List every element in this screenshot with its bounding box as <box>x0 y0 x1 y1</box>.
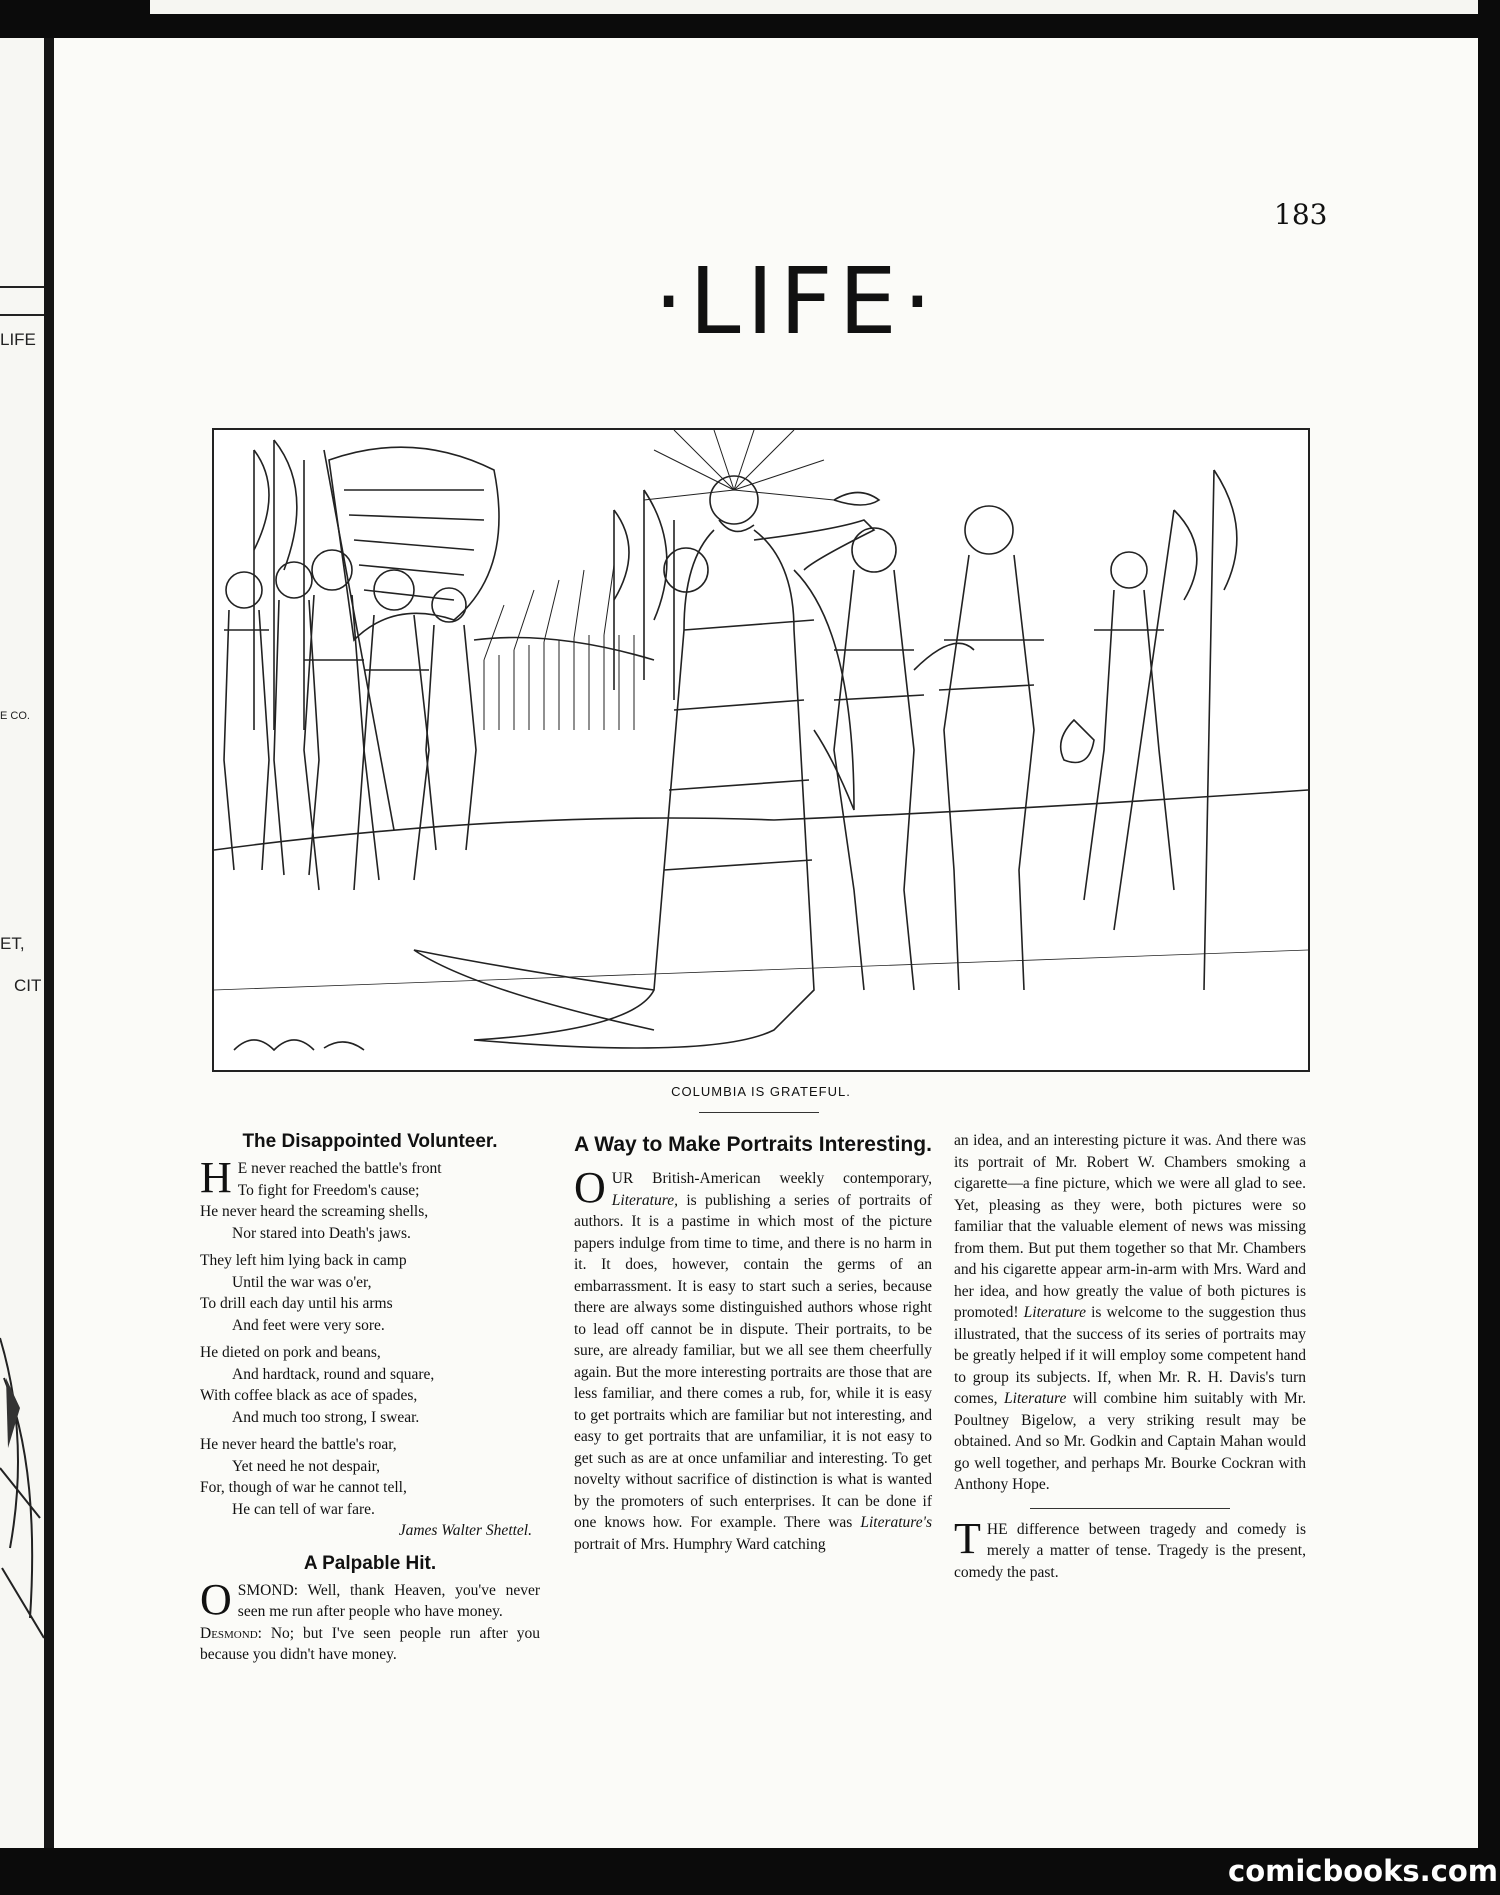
article-text: is welcome to the suggestion thus illustrated, that the success of its series of portraits may be greatly helped if it will employ some competent hand to group its subjects. If, when Mr. R. H. Davis's turn comes, <box>954 1304 1306 1407</box>
poem-author: James Walter Shettel. <box>398 1522 532 1539</box>
page-number: 183 <box>1274 198 1328 231</box>
poem-line: With coffee black as ace of spades, <box>200 1387 418 1404</box>
article-text: will combine him suitably with Mr. Poultney Bigelow, a very striking result may be obtained. And so Mr. Godkin and Captain Mahan would go well together, and perhaps Mr. Bourke Cockran with Anthony Hope. <box>954 1390 1306 1493</box>
scan-frame-right <box>1478 0 1500 1895</box>
joke-title: A Palpable Hit. <box>303 1552 437 1574</box>
article-italic: Literature, <box>611 1191 678 1209</box>
joke-paragraph <box>200 1574 540 1624</box>
prev-page-fragment: LIFE <box>0 330 36 349</box>
poem-title: The Disappointed Volunteer. <box>242 1131 498 1152</box>
article-text: is publishing a series of portraits of authors. It is a pastime in which most of the picture papers indulge from time to time, and there is no harm in it. It does, however, contain the germs of an embarrassment. It is easy to start such a series, because there are always some distinguished authors whose right to lead off cannot be in dispute. Their portraits, to be sure, are already familiar, but we all see them cheerfully again. But the more interesting portraits are those that are less familiar, and there comes a rub, for, while it is easy to get portraits which are familiar but not interesting, and easy to get portraits that are unfamiliar, it is not easy to get such as are at once unfamiliar and interesting. To get novelty without sacrifice of distinction is what is wanted by the promoters of such enterprises. It can be done if one knows how. For example. There was <box>574 1191 932 1531</box>
joke-speaker: Desmond: <box>200 1624 262 1642</box>
prev-page-fragment: ET, <box>0 934 25 953</box>
columbia-illustration <box>214 430 1308 1070</box>
poem-line: And much too strong, I swear. <box>232 1408 420 1426</box>
section-rule <box>1030 1508 1230 1509</box>
poem-line: They left him lying back in camp <box>200 1252 407 1269</box>
article-body <box>574 1163 932 1555</box>
prev-page-drawing-fragment <box>0 1318 44 1648</box>
poem-line: E never reached the battle's front <box>237 1160 442 1177</box>
prev-page-fragment: CIT <box>14 976 42 995</box>
prev-page-fragment: E CO. <box>0 710 30 722</box>
poem-line: He can tell of war fare. <box>232 1500 375 1518</box>
column-middle <box>574 1130 932 1555</box>
poem-line: For, though of war he cannot tell, <box>200 1479 407 1496</box>
illustration <box>212 428 1310 1072</box>
joke-reply-text: No; but I've seen people run after you because you didn't have money. <box>200 1624 540 1663</box>
joke-dropcap: O <box>200 1574 232 1624</box>
scan-top-strip <box>150 0 1480 14</box>
prev-page-rule <box>0 286 44 288</box>
article-dropcap: O <box>574 1163 606 1212</box>
article-italic: Literature <box>1023 1304 1086 1321</box>
article-text: an idea, and an interesting picture it was. And there was its portrait of Mr. Robert W. Chambers smoking a cigarette—a fine picture, which we were all glad to see. Yet, pleasing as they were, both pictures were so familiar that the valuable element of news was missing from them. But put them together so that Mr. Chambers and his cigarette appear arm-in-arm with Mrs. Ward and her idea, and how greatly the value of both pictures is promoted! <box>954 1132 1306 1321</box>
masthead-title: ·LIFE· <box>654 248 938 355</box>
poem-dropcap: H <box>200 1153 232 1202</box>
article-title: A Way to Make Portraits Interesting. <box>574 1133 932 1156</box>
article-italic: Literature's <box>860 1514 932 1531</box>
epigram <box>954 1513 1306 1584</box>
column-left <box>200 1130 540 1666</box>
magazine-page <box>54 38 1478 1848</box>
epigram-text: HE difference between tragedy and comedy is merely a matter of tense. Tragedy is the present, comedy the past. <box>954 1520 1306 1581</box>
joke-text: SMOND: Well, thank Heaven, you've never seen me run after people who have money. <box>237 1581 540 1620</box>
poem-line: Until the war was o'er, <box>232 1273 372 1291</box>
prev-page-rule <box>0 314 44 316</box>
poem-line: And hardtack, round and square, <box>232 1365 435 1383</box>
previous-page-edge <box>0 38 44 1848</box>
caption-rule <box>699 1112 819 1113</box>
article-text: portrait of Mrs. Humphry Ward catching <box>574 1535 826 1553</box>
watermark: comicbooks.com <box>1228 1854 1498 1888</box>
poem-line: Nor stared into Death's jaws. <box>232 1224 411 1242</box>
article-text: UR British-American weekly contemporary, <box>611 1170 932 1187</box>
poem-line: He dieted on pork and beans, <box>200 1344 381 1361</box>
poem-line: To fight for Freedom's cause; <box>237 1181 420 1199</box>
poem-line: He never heard the battle's roar, <box>200 1436 397 1453</box>
poem-line: To drill each day until his arms <box>200 1295 393 1312</box>
article-italic: Literature <box>1004 1390 1067 1407</box>
poem-line: He never heard the screaming shells, <box>200 1203 429 1220</box>
illustration-caption: COLUMBIA IS GRATEFUL. <box>671 1084 851 1099</box>
poem <box>200 1153 540 1542</box>
article-continuation <box>954 1130 1306 1496</box>
column-right <box>954 1130 1306 1583</box>
poem-line: And feet were very sore. <box>232 1316 385 1334</box>
page-gutter <box>44 38 54 1848</box>
poem-line: Yet need he not despair, <box>232 1457 381 1475</box>
epigram-dropcap: T <box>954 1513 981 1563</box>
joke-reply <box>200 1623 540 1666</box>
